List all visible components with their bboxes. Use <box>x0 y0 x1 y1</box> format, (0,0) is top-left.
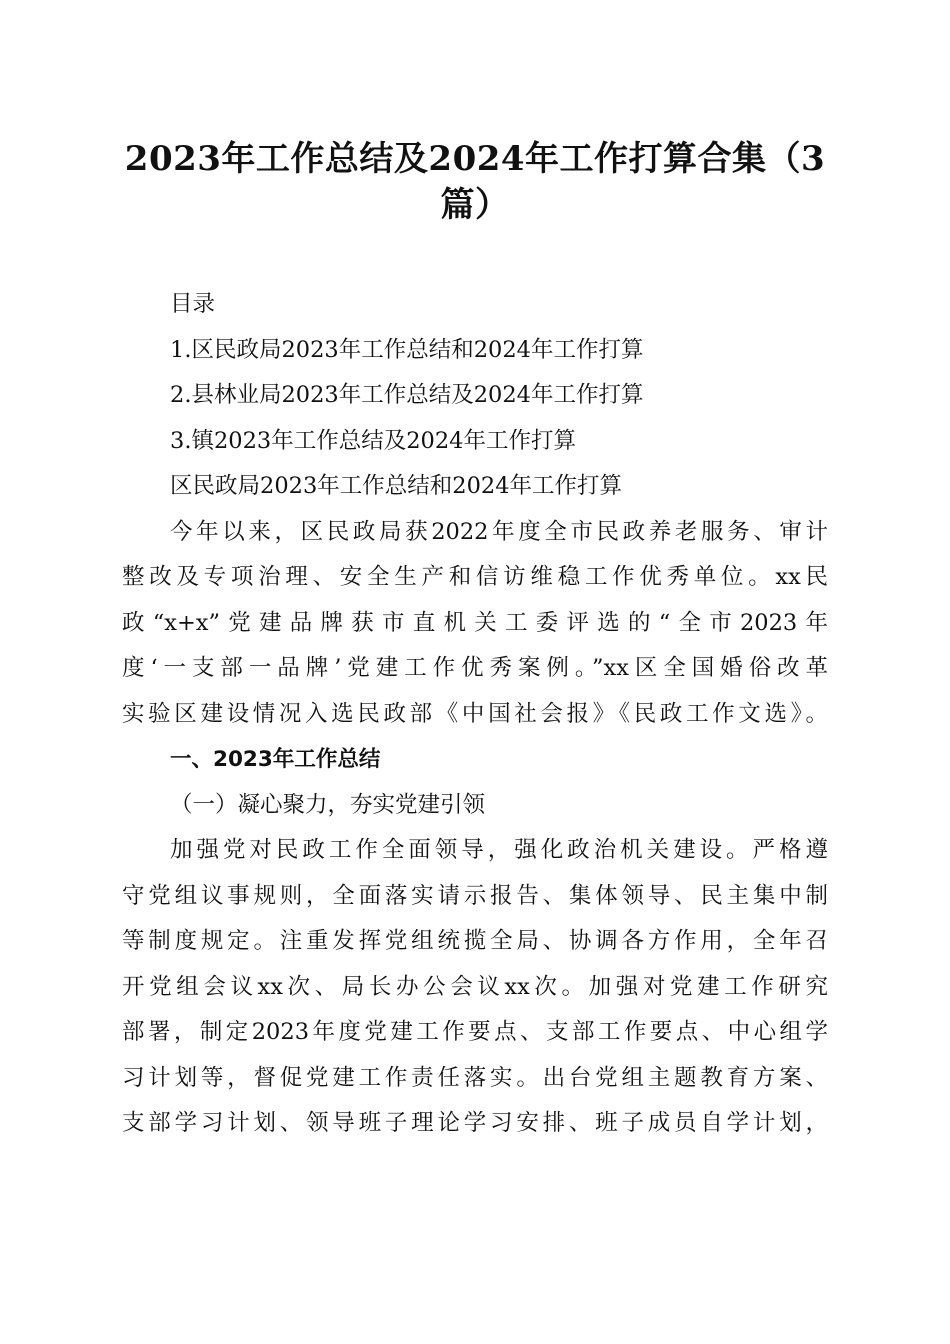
intro-line: 度‘一支部一品牌’党建工作优秀案例。”xx区全国婚俗改革 <box>122 655 828 681</box>
intro-line: 实验区建设情况入选民政部《中国社会报》《民政工作文选》。 <box>122 700 828 727</box>
title-line-1: 2023年工作总结及2024年工作打算合集（3 <box>124 139 826 179</box>
document-title <box>110 136 840 228</box>
paragraph-line: 守党组议事规则，全面落实请示报告、集体领导、民主集中制 <box>122 882 828 909</box>
toc-item-2: 2.县林业局2023年工作总结及2024年工作打算 <box>170 382 644 408</box>
toc-heading: 目录 <box>170 291 216 317</box>
intro-line: 今年以来，区民政局获2022年度全市民政养老服务、审计 <box>170 518 828 545</box>
paragraph-line: 习计划等，督促党建工作责任落实。出台党组主题教育方案、 <box>122 1064 828 1091</box>
paragraph-line: 等制度规定。注重发挥党组统揽全局、协调各方作用，全年召 <box>122 928 828 954</box>
section-1-heading: 一、2023年工作总结 <box>170 747 381 772</box>
intro-paragraph <box>122 510 828 738</box>
paragraph-line: 部署，制定2023年度党建工作要点、支部工作要点、中心组学 <box>122 1019 828 1045</box>
toc-item-3: 3.镇2023年工作总结及2024年工作打算 <box>170 427 576 454</box>
paragraph-1 <box>122 828 828 1147</box>
intro-line: 政“x+x”党建品牌获市直机关工委评选的“全市2023年 <box>122 609 828 636</box>
article-title: 区民政局2023年工作总结和2024年工作打算 <box>170 473 623 499</box>
paragraph-line: 开党组会议xx次、局长办公会议xx次。加强对党建工作研究 <box>122 973 828 1000</box>
title-line-2: 篇） <box>440 185 510 225</box>
toc-item-1: 1.区民政局2023年工作总结和2024年工作打算 <box>170 336 644 363</box>
paragraph-line: 加强党对民政工作全面领导，强化政治机关建设。严格遵 <box>170 837 828 863</box>
subsection-1-heading: （一）凝心聚力，夯实党建引领 <box>170 791 486 818</box>
document-body <box>122 282 828 1147</box>
paragraph-line: 支部学习计划、领导班子理论学习安排、班子成员自学计划， <box>122 1110 828 1136</box>
intro-line: 整改及专项治理、安全生产和信访维稳工作优秀单位。xx民 <box>122 564 828 590</box>
